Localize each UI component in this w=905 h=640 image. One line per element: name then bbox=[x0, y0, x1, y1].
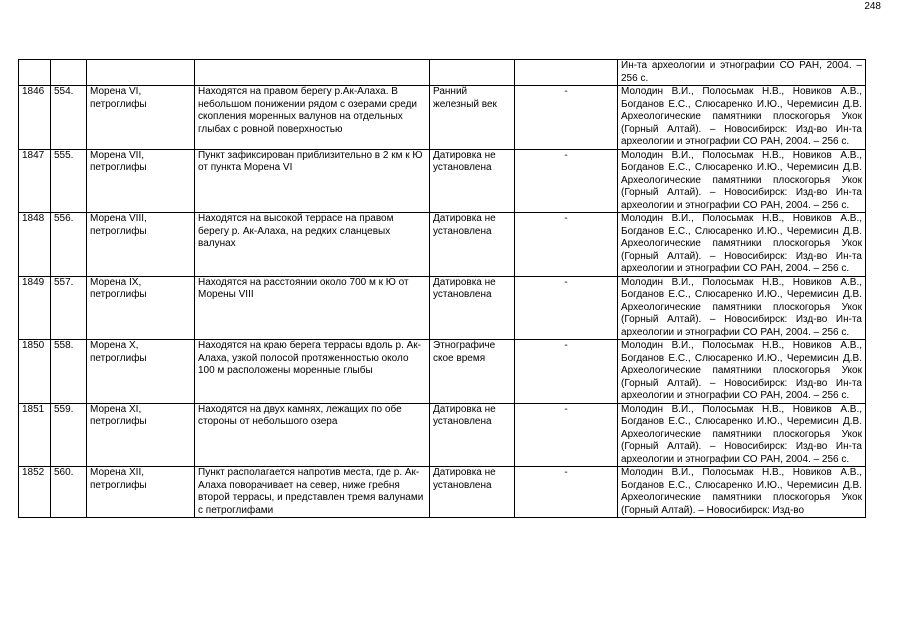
cell-name: Морена VIII, петроглифы bbox=[87, 213, 195, 277]
cell-name: Морена VI, петроглифы bbox=[87, 86, 195, 150]
cell-desc: Находятся на правом берегу р.Ак-Алаха. В небольшом понижении рядом с озерами среди скопления моренных валунов на отдельных глыбах с ровной поверхностью bbox=[195, 86, 430, 150]
cell-num: 1851 bbox=[19, 403, 51, 467]
cell-num: 1849 bbox=[19, 276, 51, 340]
cell-source: Молодин В.И., Полосьмак Н.В., Новиков А.В., Богданов Е.С., Слюсаренко И.Ю., Черемисин Д.В. Археологические памятники плоскогорья Укок (Горный Алтай). – Новосибирск: Изд-во Ин-та археологии и этнографии СО РАН, 2004. – 256 с. bbox=[618, 340, 866, 404]
cell-date: Этнографиче ское время bbox=[430, 340, 515, 404]
cell-num bbox=[19, 60, 51, 86]
table-row bbox=[19, 149, 866, 213]
cell-source: Ин-та археологии и этнографии СО РАН, 2004. – 256 с. bbox=[618, 60, 866, 86]
cell-num: 1847 bbox=[19, 149, 51, 213]
cell-note: - bbox=[515, 340, 618, 404]
cell-date: Датировка не установлена bbox=[430, 149, 515, 213]
cell-ord: 556. bbox=[51, 213, 87, 277]
cell-ord: 557. bbox=[51, 276, 87, 340]
cell-date bbox=[430, 60, 515, 86]
cell-name: Морена IX, петроглифы bbox=[87, 276, 195, 340]
cell-num: 1850 bbox=[19, 340, 51, 404]
cell-source: Молодин В.И., Полосьмак Н.В., Новиков А.В., Богданов Е.С., Слюсаренко И.Ю., Черемисин Д.В. Археологические памятники плоскогорья Укок (Горный Алтай). – Новосибирск: Изд-во Ин-та археологии и этнографии СО РАН, 2004. – 256 с. bbox=[618, 213, 866, 277]
cell-date: Датировка не установлена bbox=[430, 467, 515, 518]
cell-ord: 554. bbox=[51, 86, 87, 150]
cell-ord: 560. bbox=[51, 467, 87, 518]
cell-num: 1852 bbox=[19, 467, 51, 518]
cell-ord: 559. bbox=[51, 403, 87, 467]
cell-ord: 555. bbox=[51, 149, 87, 213]
table-row bbox=[19, 467, 866, 518]
table-row bbox=[19, 276, 866, 340]
table-row bbox=[19, 403, 866, 467]
cell-desc: Находятся на расстоянии около 700 м к Ю от Морены VIII bbox=[195, 276, 430, 340]
cell-name: Морена VII, петроглифы bbox=[87, 149, 195, 213]
cell-name bbox=[87, 60, 195, 86]
cell-source: Молодин В.И., Полосьмак Н.В., Новиков А.В., Богданов Е.С., Слюсаренко И.Ю., Черемисин Д.В. Археологические памятники плоскогорья Укок (Горный Алтай). – Новосибирск: Изд-во Ин-та археологии и этнографии СО РАН, 2004. – 256 с. bbox=[618, 149, 866, 213]
cell-num: 1846 bbox=[19, 86, 51, 150]
cell-note bbox=[515, 60, 618, 86]
cell-desc bbox=[195, 60, 430, 86]
cell-ord bbox=[51, 60, 87, 86]
cell-date: Ранний железный век bbox=[430, 86, 515, 150]
cell-note: - bbox=[515, 276, 618, 340]
cell-name: Морена X, петроглифы bbox=[87, 340, 195, 404]
table-row bbox=[19, 86, 866, 150]
cell-desc: Пункт располагается напротив места, где р. Ак-Алаха поворачивает на север, ниже гребня второй террасы, и представлен тремя валунами с петроглифами bbox=[195, 467, 430, 518]
cell-note: - bbox=[515, 213, 618, 277]
table-row bbox=[19, 213, 866, 277]
cell-date: Датировка не установлена bbox=[430, 403, 515, 467]
cell-source: Молодин В.И., Полосьмак Н.В., Новиков А.В., Богданов Е.С., Слюсаренко И.Ю., Черемисин Д.В. Археологические памятники плоскогорья Укок (Горный Алтай). – Новосибирск: Изд-во Ин-та археологии и этнографии СО РАН, 2004. – 256 с. bbox=[618, 403, 866, 467]
monuments-table bbox=[18, 59, 866, 518]
cell-name: Морена XI, петроглифы bbox=[87, 403, 195, 467]
cell-date: Датировка не установлена bbox=[430, 276, 515, 340]
cell-source: Молодин В.И., Полосьмак Н.В., Новиков А.В., Богданов Е.С., Слюсаренко И.Ю., Черемисин Д.В. Археологические памятники плоскогорья Укок (Горный Алтай). – Новосибирск: Изд-во bbox=[618, 467, 866, 518]
cell-source: Молодин В.И., Полосьмак Н.В., Новиков А.В., Богданов Е.С., Слюсаренко И.Ю., Черемисин Д.В. Археологические памятники плоскогорья Укок (Горный Алтай). – Новосибирск: Изд-во Ин-та археологии и этнографии СО РАН, 2004. – 256 с. bbox=[618, 86, 866, 150]
cell-desc: Находятся на высокой террасе на правом берегу р. Ак-Алаха, на редких сланцевых валунах bbox=[195, 213, 430, 277]
cell-note: - bbox=[515, 86, 618, 150]
cell-desc: Находятся на двух камнях, лежащих по обе стороны от небольшого озера bbox=[195, 403, 430, 467]
cell-name: Морена XII, петроглифы bbox=[87, 467, 195, 518]
cell-ord: 558. bbox=[51, 340, 87, 404]
cell-desc: Находятся на краю берега террасы вдоль р. Ак-Алаха, узкой полосой протяженностью около 100 м расположены моренные глыбы bbox=[195, 340, 430, 404]
table-row bbox=[19, 340, 866, 404]
page-number: 248 bbox=[864, 1, 881, 12]
cell-desc: Пункт зафиксирован приблизительно в 2 км к Ю от пункта Морена VI bbox=[195, 149, 430, 213]
cell-note: - bbox=[515, 403, 618, 467]
cell-num: 1848 bbox=[19, 213, 51, 277]
table-row-continued bbox=[19, 60, 866, 86]
cell-note: - bbox=[515, 149, 618, 213]
cell-note: - bbox=[515, 467, 618, 518]
cell-source: Молодин В.И., Полосьмак Н.В., Новиков А.В., Богданов Е.С., Слюсаренко И.Ю., Черемисин Д.В. Археологические памятники плоскогорья Укок (Горный Алтай). – Новосибирск: Изд-во Ин-та археологии и этнографии СО РАН, 2004. – 256 с. bbox=[618, 276, 866, 340]
cell-date: Датировка не установлена bbox=[430, 213, 515, 277]
